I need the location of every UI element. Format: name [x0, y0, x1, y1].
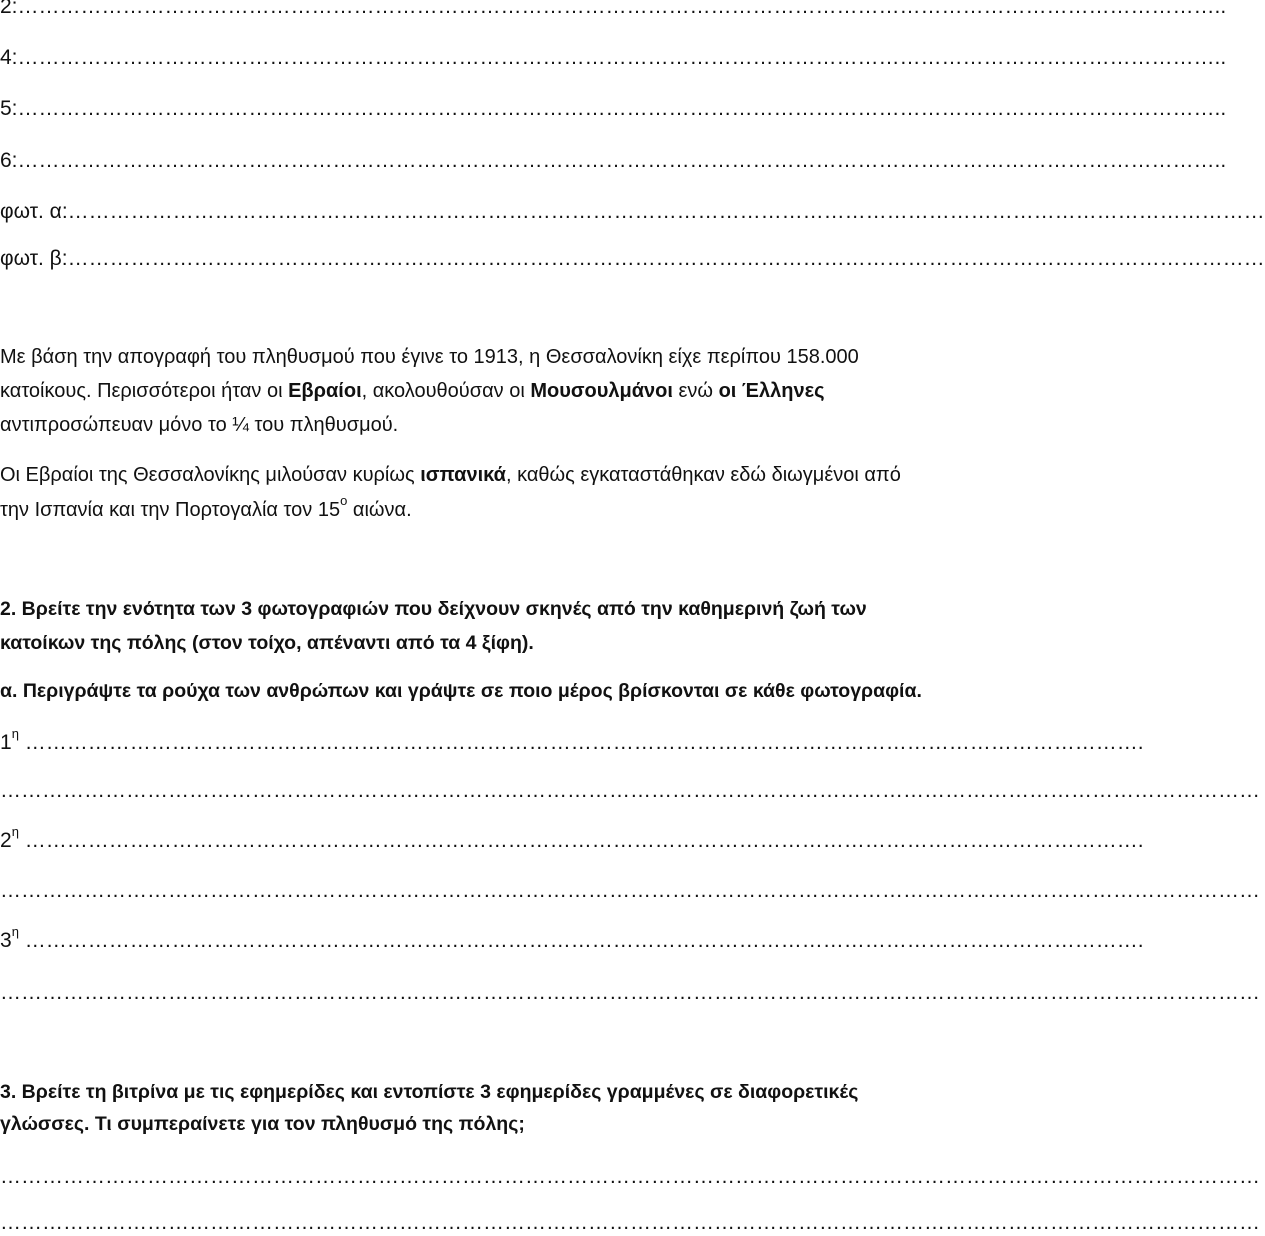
superscript: η [11, 726, 19, 741]
answer-label: 4: [0, 46, 18, 69]
answer-line-q3-2[interactable] [0, 1210, 1260, 1236]
population-paragraph [0, 340, 955, 442]
spanish-emphasis: ισπανικά [420, 464, 506, 486]
answer-label: 2: [0, 0, 18, 18]
text-run: κατοίκους. Περισσότεροι ήταν οι [0, 380, 289, 402]
text-run: αιώνα. [347, 499, 412, 521]
answer-label: 5: [0, 97, 18, 120]
question-line: 3. Βρείτε τη βιτρίνα με τις εφημερίδες και εντοπίστε 3 εφημερίδες γραμμένες σε διαφορετικές [0, 1081, 859, 1103]
answer-dots: ……………………………………………………………………………………………………………………………………………………………… [0, 981, 1260, 1004]
answer-dots: ……………………………………………………………………………………………………………………………………………………………… [0, 879, 1260, 902]
answer-dots: ……………………………………………………………………………………………………………………………………………………… [67, 200, 1265, 223]
text-run: Οι Εβραίοι της Θεσσαλονίκης μιλούσαν κυρίως [0, 464, 421, 486]
question-line: κατοίκων της πόλης (στον τοίχο, απέναντι από τα 4 ξίφη). [0, 632, 534, 654]
text-run: την Ισπανία και την Πορτογαλία τον 15 [0, 499, 341, 521]
paragraph-line [0, 374, 955, 408]
question-2 [0, 592, 955, 660]
answer-item-1-continued[interactable] [0, 778, 1260, 804]
answer-dots: ……………………………………………………………………………………………………………………………………………………….. [17, 0, 1227, 18]
answer-item-2[interactable] [0, 824, 1144, 854]
answer-dots: ……………………………………………………………………………………………………………………………………………. [24, 731, 1144, 754]
question-line: 2. Βρείτε την ενότητα των 3 φωτογραφιών που δείχνουν σκηνές από την καθημερινή ζωή των [0, 598, 867, 620]
text-run: ενώ [672, 380, 719, 402]
answer-item-3[interactable] [0, 924, 1144, 954]
jews-emphasis: Εβραίοι [288, 380, 362, 402]
language-paragraph [0, 458, 955, 528]
answer-dots: ……………………………………………………………………………………………………………………………………………………………… [0, 1165, 1260, 1188]
answer-dots: ……………………………………………………………………………………………………………………………………………………………… [0, 1211, 1260, 1234]
superscript: ο [340, 493, 348, 509]
answer-line-q3-1[interactable] [0, 1164, 1260, 1190]
question-line: α. Περιγράψτε τα ρούχα των ανθρώπων και γράψτε σε ποιο μέρος βρίσκονται σε κάθε φωτογραφία. [0, 680, 922, 702]
question-3 [0, 1076, 955, 1140]
answer-dots: ……………………………………………………………………………………………………………………………………………………….. [17, 149, 1227, 172]
text-run: , καθώς εγκαταστάθηκαν εδώ διωγμένοι από [505, 464, 901, 486]
answer-dots: ……………………………………………………………………………………………………………………………………………………….. [17, 97, 1227, 120]
answer-dots: ……………………………………………………………………………………………………………………………………………. [24, 829, 1144, 852]
question-line: γλώσσες. Τι συμπεραίνετε για τον πληθυσμό της πόλης; [0, 1113, 525, 1135]
answer-item-2-continued[interactable] [0, 878, 1260, 904]
muslims-emphasis: Μουσουλμάνοι [530, 380, 673, 402]
answer-line-6[interactable] [0, 148, 1227, 174]
paragraph-line [0, 458, 955, 493]
answer-item-3-continued[interactable] [0, 980, 1260, 1006]
answer-dots: ……………………………………………………………………………………………………………………………………………………… [67, 247, 1265, 270]
answer-label: φωτ. β: [0, 247, 68, 270]
answer-line-photo-a[interactable] [0, 199, 1265, 225]
answer-dots: ……………………………………………………………………………………………………………………………………………………….. [17, 46, 1227, 69]
answer-label: φωτ. α: [0, 200, 68, 223]
paragraph-line: αντιπροσώπευαν μόνο το ¼ του πληθυσμού. [0, 414, 399, 436]
text-run: , ακολουθούσαν οι [361, 380, 531, 402]
superscript: η [11, 924, 19, 939]
greeks-emphasis: οι Έλληνες [718, 380, 825, 402]
item-number: 2 [0, 829, 12, 852]
paragraph-line [0, 493, 955, 528]
answer-line-photo-b[interactable] [0, 246, 1265, 272]
question-2a [0, 678, 922, 704]
paragraph-line: Με βάση την απογραφή του πληθυσμού που έγινε το 1913, η Θεσσαλονίκη είχε περίπου 158.000 [0, 346, 859, 368]
superscript: η [11, 824, 19, 839]
answer-dots: ……………………………………………………………………………………………………………………………………………. [24, 929, 1144, 952]
answer-dots: ……………………………………………………………………………………………………………………………………………………………… [0, 779, 1260, 802]
answer-line-5[interactable] [0, 96, 1227, 122]
answer-label: 6: [0, 149, 18, 172]
answer-line-2[interactable] [0, 0, 1227, 20]
answer-item-1[interactable] [0, 726, 1144, 756]
item-number: 1 [0, 731, 12, 754]
item-number: 3 [0, 929, 12, 952]
answer-line-4[interactable] [0, 45, 1227, 71]
